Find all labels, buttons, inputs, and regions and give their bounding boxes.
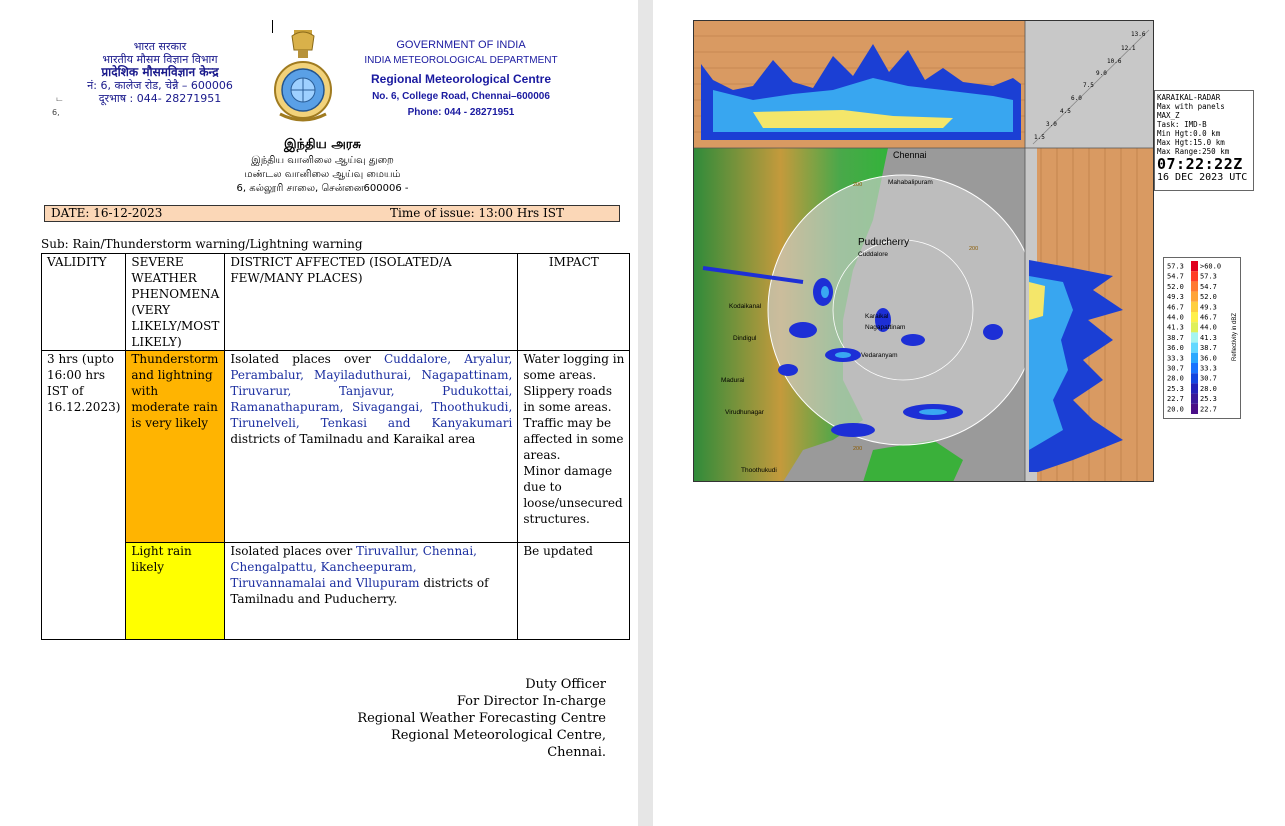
legend-title: Reflectivity in dBZ [1232, 312, 1238, 362]
legend-value-left: 30.7 [1167, 364, 1184, 373]
hindi-line: नं: 6, कालेज रोड, चेन्नै – 600006 [87, 79, 233, 92]
phenomena-cell: Thunderstorm and lightning with moderate rain is very likely [126, 351, 225, 543]
radar-info-line: Min Hgt:0.0 km [1157, 129, 1221, 138]
legend-value-right: 25.3 [1200, 395, 1217, 404]
legend-value-left: 46.7 [1167, 303, 1184, 312]
tamil-line: மண்டல வானிலை ஆய்வு மையம் [244, 169, 401, 180]
height-tick: 13.6 [1131, 31, 1146, 38]
signature-block [357, 676, 606, 761]
radar-info-line: MAX_Z [1157, 111, 1180, 120]
hindi-line: भारतीय मौसम विज्ञान विभाग [102, 53, 218, 66]
signature-line: Regional Meteorological Centre, [390, 728, 606, 743]
height-tick: 7.5 [1083, 82, 1094, 89]
signature-line: Duty Officer [525, 677, 606, 692]
legend-swatch [1191, 383, 1198, 393]
legend-value-right: 57.3 [1200, 272, 1217, 281]
height-tick: 1.5 [1034, 134, 1045, 141]
legend-swatch [1191, 261, 1198, 271]
district-prefix: Isolated places over [230, 352, 384, 366]
validity-cell: 3 hrs (upto 16:00 hrs IST of 16.12.2023) [42, 351, 126, 640]
legend-value-right: 46.7 [1200, 313, 1217, 322]
legend-value-left: 36.0 [1167, 344, 1184, 353]
english-header [356, 37, 566, 121]
range-label: 200 [969, 246, 979, 252]
legend-value-right: 30.7 [1200, 374, 1217, 383]
legend-swatch [1191, 322, 1198, 332]
place-label: Chennai [893, 150, 927, 160]
impact-cell: Be updated [518, 543, 630, 640]
place-label: Kodaikanal [729, 303, 762, 310]
english-line: INDIA METEOROLOGICAL DEPARTMENT [364, 55, 558, 66]
legend-rows [1167, 261, 1221, 414]
stray-mark: 6, [52, 108, 60, 117]
impact-item: Minor damage due to loose/unsecured structures. [523, 464, 623, 526]
place-label: Puducherry [858, 237, 910, 248]
signature-line: Regional Weather Forecasting Centre [357, 711, 606, 726]
place-label: Karaikal [865, 313, 889, 320]
legend-value-left: 57.3 [1167, 262, 1184, 271]
tamil-header [200, 136, 445, 196]
phenomena-cell: Light rain likely [126, 543, 225, 640]
header-validity: VALIDITY [42, 254, 126, 351]
legend-value-right: 36.0 [1200, 354, 1217, 363]
table-row [42, 351, 630, 543]
legend-value-right: 52.0 [1200, 293, 1217, 302]
legend-swatch [1191, 343, 1198, 353]
impact-cell [518, 351, 630, 543]
legend-value-left: 44.0 [1167, 313, 1184, 322]
radar-date: 16 DEC 2023 UTC [1157, 172, 1248, 183]
height-tick: 10.6 [1107, 58, 1122, 65]
legend-value-left: 25.3 [1167, 384, 1184, 393]
tamil-line: இந்திய வானிலை ஆய்வு துறை [251, 155, 394, 166]
legend-swatch [1191, 302, 1198, 312]
legend-value-right: 28.0 [1200, 384, 1217, 393]
table-header-row [42, 254, 630, 351]
table-row [42, 543, 630, 640]
radar-time: 07:22:22Z [1157, 155, 1243, 173]
subject-line: Sub: Rain/Thunderstorm warning/Lightning warning [41, 237, 363, 251]
hindi-line: प्रादेशिक मौसमविज्ञान केन्द्र [101, 65, 219, 79]
hindi-line: भारत सरकार [133, 40, 187, 53]
legend-value-left: 22.7 [1167, 395, 1184, 404]
tamil-line: இந்திய அரசு [284, 137, 361, 152]
legend-value-right: 33.3 [1200, 364, 1217, 373]
tamil-line: 6, கல்லூரி சாலை, சென்னை600006 - [236, 183, 409, 194]
legend-value-left: 49.3 [1167, 293, 1184, 302]
right-echo-core [1029, 282, 1045, 320]
radar-info-line: Max Range:250 km [1157, 147, 1230, 156]
district-cell [225, 351, 518, 543]
place-label: Mahabalipuram [888, 179, 933, 186]
radar-info-line: KARAIKAL-RADAR [1157, 93, 1221, 102]
hindi-line: दूरभाष : 044- 28271951 [98, 92, 222, 105]
place-label: Dindigul [733, 335, 757, 342]
radar-range-ring [768, 175, 1038, 445]
impact-item: Slippery roads in some areas. [523, 384, 612, 414]
legend-value-left: 38.7 [1167, 333, 1184, 342]
english-line: Phone: 044 - 28271951 [407, 107, 515, 118]
place-label: Madurai [721, 377, 745, 384]
place-label: Cuddalore [858, 251, 888, 258]
radar-info-box [1154, 90, 1254, 191]
legend-swatch [1191, 373, 1198, 383]
legend-swatch [1191, 394, 1198, 404]
hindi-header [70, 40, 250, 105]
legend-swatch [1191, 332, 1198, 342]
english-line: Regional Meteorological Centre [370, 72, 552, 86]
legend-value-right: 54.7 [1200, 282, 1217, 291]
district-suffix: districts of Tamilnadu and Puducherry. [230, 576, 489, 606]
height-tick: 4.5 [1060, 108, 1071, 115]
legend-value-left: 33.3 [1167, 354, 1184, 363]
district-names: Tiruvallur, Chennai, Chengalpattu, Kancheepuram, Tiruvannamalai and Vllupuram [230, 544, 477, 590]
legend-value-left: 41.3 [1167, 323, 1184, 332]
english-line: GOVERNMENT OF INDIA [396, 39, 526, 51]
legend-value-right: 22.7 [1200, 405, 1217, 414]
radar-info-line: Max with panels [1157, 102, 1225, 111]
place-label: Thoothukudi [741, 467, 777, 474]
date-bar [44, 205, 620, 222]
imd-emblem-logo [272, 28, 334, 126]
district-names: Cuddalore, Aryalur, Perambalur, Mayiladuthurai, Nagapattinam, Tiruvarur, Tanjavur, Pudukottai, Ramanathapuram, Sivagangai, Thoothukudi, Tirunelveli, Tenkasi and Kanyakumari [230, 352, 513, 430]
place-label: Vedaranyam [861, 352, 898, 359]
range-label: 200 [853, 182, 863, 188]
legend-swatch [1191, 363, 1198, 373]
district-suffix: districts of Tamilnadu and Karaikal area [230, 432, 476, 446]
legend-swatch [1191, 312, 1198, 322]
district-prefix: Isolated places over [230, 544, 357, 558]
dbz-legend [1163, 257, 1241, 419]
legend-swatch [1191, 292, 1198, 302]
legend-value-left: 28.0 [1167, 374, 1184, 383]
legend-swatch [1191, 404, 1198, 414]
legend-value-left: 20.0 [1167, 405, 1184, 414]
issue-date: DATE: 16-12-2023 [51, 206, 163, 220]
issue-time: Time of issue: 13:00 Hrs IST [390, 206, 564, 220]
header-impact: IMPACT [518, 254, 630, 351]
impact-item: Water logging in some areas. [523, 352, 625, 382]
place-label: Virudhunagar [725, 409, 764, 416]
legend-swatch [1191, 271, 1198, 281]
range-label: 200 [853, 446, 863, 452]
legend-swatch [1191, 353, 1198, 363]
legend-value-left: 52.0 [1167, 282, 1184, 291]
height-tick: 3.0 [1046, 121, 1057, 128]
legend-value-right: 49.3 [1200, 303, 1217, 312]
legend-swatch [1191, 281, 1198, 291]
radar-info-line: Task: IMD-B [1157, 120, 1207, 129]
legend-value-right: >60.0 [1200, 262, 1222, 271]
english-line: No. 6, College Road, Chennai–600006 [372, 91, 550, 102]
legend-value-right: 41.3 [1200, 333, 1217, 342]
document-page [0, 0, 638, 826]
legend-value-right: 38.7 [1200, 344, 1217, 353]
legend-value-right: 44.0 [1200, 323, 1217, 332]
height-tick: 6.0 [1071, 95, 1082, 102]
impact-item: Traffic may be affected in some areas. [523, 416, 624, 462]
radar-info-line: Max Hgt:15.0 km [1157, 138, 1225, 147]
legend-value-left: 54.7 [1167, 272, 1184, 281]
stray-mark: ட [56, 94, 63, 103]
district-cell [225, 543, 518, 640]
signature-line: For Director In-charge [456, 694, 606, 709]
radar-image [693, 20, 1154, 482]
header-phenomena: SEVERE WEATHER PHENOMENA (VERY LIKELY/MOST LIKELY) [126, 254, 225, 351]
warning-table [41, 253, 630, 640]
signature-line: Chennai. [547, 745, 606, 760]
place-label: Nagapattinam [865, 324, 906, 331]
height-tick: 12.1 [1121, 45, 1136, 52]
header-district: DISTRICT AFFECTED (ISOLATED/A FEW/MANY PLACES) [225, 254, 518, 351]
height-tick: 9.0 [1096, 70, 1107, 77]
